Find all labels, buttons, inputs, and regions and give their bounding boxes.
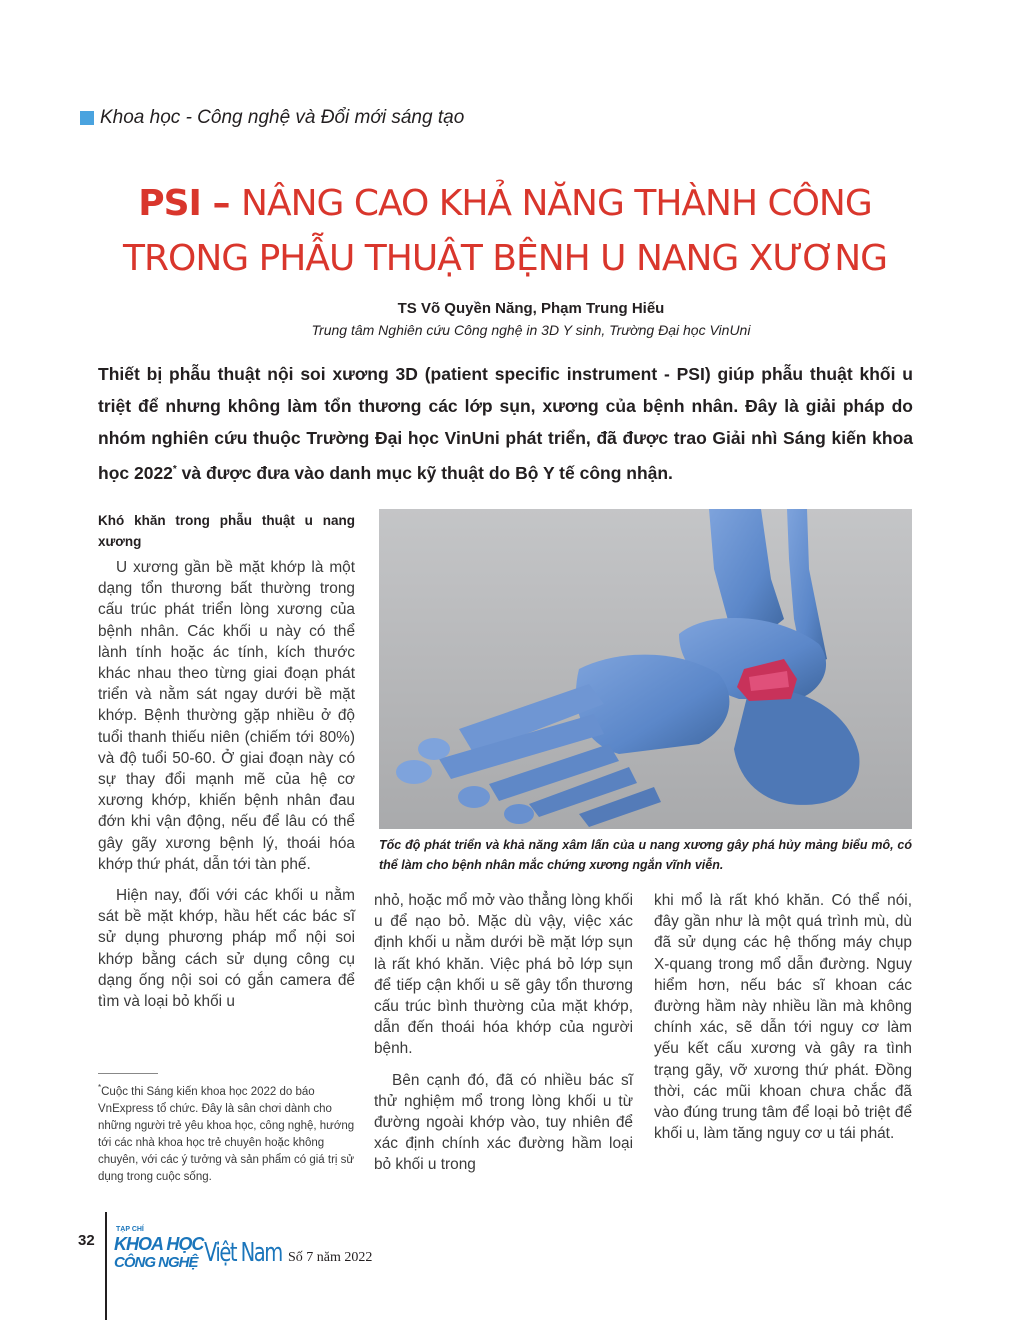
column-1 — [98, 557, 355, 1022]
column-3 — [654, 890, 912, 1154]
footnote-text: Cuộc thi Sáng kiến khoa học 2022 do báo VnExpress tổ chức. Đây là sân chơi dành cho những người trẻ yêu khoa học, công nghệ, hướng tới các nhà khoa học trẻ chuyên hoặc không chuyên, với các ý tưởng và sản phẩm có giá trị sử dụng trong cuộc sống. — [98, 1085, 355, 1183]
toe-phalanx — [396, 760, 432, 784]
footnote-divider — [98, 1073, 158, 1074]
toe-phalanx — [418, 738, 450, 760]
masthead-khoa-hoc: KHOA HỌC — [114, 1234, 204, 1254]
toe-phalanx — [504, 804, 534, 824]
paragraph: khi mổ là rất khó khăn. Có thể nói, đây gần như là một quá trình mù, dù đã sử dụng các hệ thống máy chụp X-quang trong mổ dẫn đường. Nguy hiểm hơn, nếu bác sĩ khoan các đường hầm này nhiều lần mà không chính xác, sẽ dẫn tới nguy cơ làm yếu kết cấu xương và gây ra tình trạng gãy, vỡ xương thứ phát. Đồng thời, các mũi khoan chưa chắc đã vào đúng trung tâm để loại bỏ triệt để khối u, làm tăng nguy cơ u tái phát. — [654, 892, 912, 1143]
article-title-line1 — [0, 183, 1010, 224]
authors: TS Võ Quyền Năng, Phạm Trung Hiếu — [397, 300, 665, 317]
toe-phalanx — [458, 786, 490, 808]
paragraph: Hiện nay, đối với các khối u nằm sát bề mặt khớp, hầu hết các bác sĩ sử dụng phương pháp mổ nội soi khớp bằng cách sử dụng công cụ dạng ống nội soi có gắn camera để tìm và loại bỏ khối u — [98, 887, 355, 1011]
footnote-mark: * — [98, 1083, 102, 1092]
subheading: Khó khăn trong phẫu thuật u nang xương — [98, 513, 355, 549]
title-line1-text: NÂNG CAO KHẢ NĂNG THÀNH CÔNG — [241, 183, 872, 224]
title-prefix: PSI – — [138, 183, 242, 224]
affiliation: Trung tâm Nghiên cứu Công nghệ in 3D Y sinh, Trường Đại học VinUni — [311, 322, 751, 338]
paragraph: U xương gần bề mặt khớp là một dạng tổn thương bất thường trong cấu trúc phát triển lòng xương của bệnh nhân. Các khối u này có thể lành tính hoặc ác tính, kích thước khác nhau theo từng giai đoạn phát triển và nằm sát ngay dưới bề mặt khớp. Bệnh thường gặp nhiều ở độ tuổi thanh thiếu niên (chiếm tới 80%) và độ tuổi 50-60. Ở giai đoạn này có sự thay đổi mạnh mẽ của hệ cơ xương khớp, khiến bệnh nhân đau đớn khi vận động, nếu để lâu có thể gây gãy xương bệnh lý, thoái hóa khớp thứ phát, dẫn tới tàn phế. — [98, 559, 355, 873]
foot-bone-3d-image — [379, 509, 912, 829]
paragraph: nhỏ, hoặc mổ mở vào thẳng lòng khối u để nạo bỏ. Mặc dù vậy, việc xác định khối u nằm dưới bề mặt lớp sụn là rất khó khăn. Việc phá bỏ lớp sụn để tiếp cận khối u sẽ gây tổn thương cấu trúc bình thường của mặt khớp, dẫn đến thoái hóa khớp của người bệnh. — [374, 892, 633, 1058]
masthead-cong-nghe: CÔNG NGHỆ — [114, 1254, 198, 1271]
section-square-icon — [80, 111, 94, 125]
masthead-small: TẠP CHÍ — [116, 1226, 144, 1233]
lead-text: Thiết bị phẫu thuật nội soi xương 3D (patient specific instrument - PSI) giúp phẫu thuật khối u triệt để nhưng không làm tổn thương các lớp sụn, xương của bệnh nhân. Đây là giải pháp do nhóm nghiên cứu thuộc Trường Đại học VinUni phát triển, đã được trao Giải nhì Sáng kiến khoa học 2022 — [98, 364, 913, 483]
image-caption: Tốc độ phát triển và khả năng xâm lấn của u nang xương gây phá hủy mảng biểu mô, có thể làm cho bệnh nhân mắc chứng xương ngắn vĩnh viễn. — [379, 838, 912, 872]
lead-text-end: và được đưa vào danh mục kỹ thuật do Bộ Y tế công nhận. — [176, 462, 673, 483]
paragraph: Bên cạnh đó, đã có nhiều bác sĩ thử nghiệm mổ trong lòng khối u từ đường ngoài khớp vào, tuy nhiên để xác định chính xác đường hầm loại bỏ khối u trong — [374, 1071, 633, 1174]
footnote — [98, 1079, 355, 1186]
column-2 — [374, 890, 633, 1186]
issue-number: Số 7 năm 2022 — [288, 1250, 373, 1265]
section-tag — [80, 106, 464, 130]
section-label: Khoa học - Công nghệ và Đổi mới sáng tạo — [100, 107, 465, 128]
masthead-viet-nam: Việt Nam — [204, 1238, 282, 1268]
article-title-line2: TRONG PHẪU THUẬT BỆNH U NANG XƯƠNG — [122, 238, 888, 279]
lead-paragraph — [98, 358, 913, 489]
foot-bone-illustration — [379, 509, 912, 829]
lead-footnote-mark: * — [172, 464, 177, 475]
footer-rule — [105, 1212, 107, 1320]
page-number: 32 — [78, 1232, 95, 1249]
